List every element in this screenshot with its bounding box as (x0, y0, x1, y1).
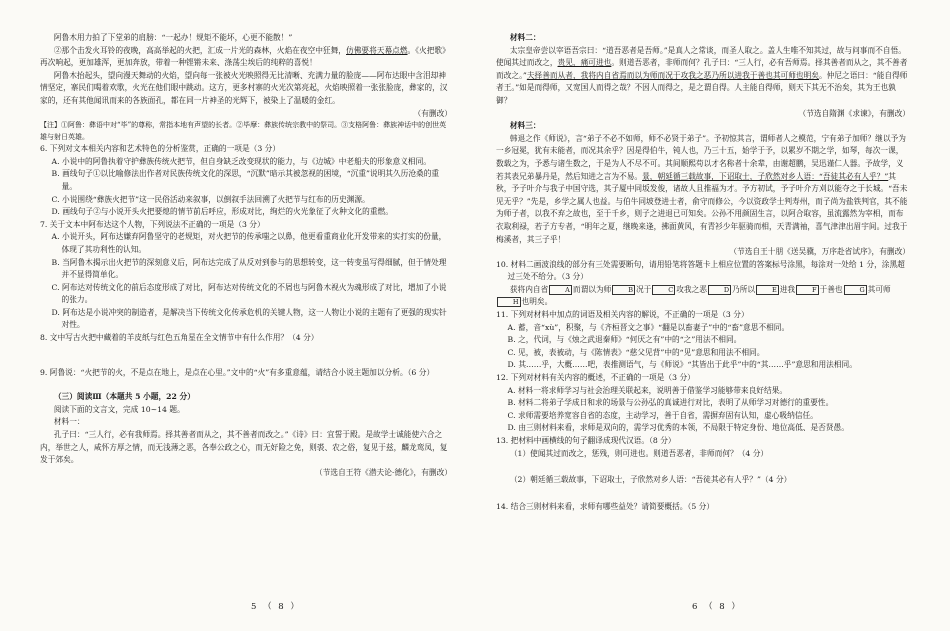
left-page-column (40, 32, 452, 479)
q7-option-a: A. 小说开头，阿布达嫌弃阿鲁坚守的老规矩，对火把节的传承嗤之以鼻，他更看重商业化开发带来的实打实的份量，体现了其功利性的认知。 (51, 232, 447, 254)
section-3-intro: 阅读下面的文言文，完成 10~14 题。 (53, 404, 185, 414)
question-13-2: （2）朝廷循三载故事，下诏取士，子欣然对乡人语：“吾徒其必有人乎？”（4 分） (509, 475, 792, 485)
question-11: 11. 下列对材料中加点的词语及相关内容的解说，不正确的一项是（3 分） (496, 310, 749, 320)
q12-option-b: B. 材料二将弟子学成日和求的场景与公孙弘的真诚进行对比，表明了从师学习对德行的重要性。 (507, 398, 834, 408)
material-2-text-b: 。则道吾恶者，非师而何？孔子曰：“三人行，必有吾师焉。择其善者而从之，其不善者而改之。” (496, 58, 908, 80)
story-note: （有删改） (413, 108, 452, 118)
q11-option-d: D. 其……乎，大概……吧，表推测语气，与《师说》“其皆出于此乎”中的“其……乎”意思和用法相同。 (507, 360, 857, 370)
material-2-text-c: 。仲尼之语曰：“能自得师者王。”如是而得师，又宽国人而得之哉？不因人而得之，是之谓自得。人主能自得师，则天下其无不治矣，其为王也孰御？ (496, 70, 908, 105)
material-1-source: （节选自王符《潜夫论·德化》，有删改） (315, 467, 452, 477)
question-6: 6. 下列对文本相关内容和艺术特色的分析鉴赏，正确的一项是（3 分） (40, 144, 281, 154)
q7-option-c: C. 阿布达对传统文化的前后态度形成了对比，阿布达对传统文化的不屑也与阿鲁木视火为魂形成了对比，增加了小说的张力。 (51, 282, 447, 305)
q10-box-g[interactable]: G (844, 285, 867, 295)
material-3-underlined: 景，朝延循三载故事，下诏取士，子欣然对乡人语：“吾徒其必有人乎？” (642, 171, 889, 181)
q10-part: 攻我之恶 (676, 284, 707, 294)
q10-part: 乃所以 (732, 284, 756, 294)
q12-option-d: D. 由三则材料来看，求师是双向的，需学习优秀的本领，不局限于特定身份、地位高低、是否贤愚。 (507, 423, 849, 433)
material-2-text (496, 45, 910, 108)
story-paragraph-2-text: ②那个击发火耳铃的夜晚，高高举起的火把，汇成一片光的森林，火焰在夜空中狂舞， (53, 45, 346, 55)
question-14: 14. 结合三则材料来看，求师有哪些益处？请简要概括。（5 分） (496, 501, 715, 511)
q10-box-c[interactable]: C (652, 285, 675, 295)
q10-box-d[interactable]: D (708, 285, 731, 295)
material-2-title: 材料二： (509, 33, 541, 42)
q11-option-a: A. 蓄，音“xù”，积聚，与《齐桓晋文之事》“翻是以畜妻子”中的“畜”意思不相同。 (507, 322, 790, 332)
question-8: 8. 文中写古火把中藏着的羊皮纸与红色五角星在全文情节中有什么作用？（4 分） (40, 333, 319, 343)
material-1-text: 孔子曰：“三人行，必有我师焉。择其善者而从之，其不善者而改之。”《诗》曰：宜誓于殿。是故学士诚能使六合之内，举世之人，咸怀方厚之情，而无浅薄之恶，各奉公政之心，而无好险之免，则裘、农之俗，复见于兹，麟龙鸾凤，复发于郊矣。 (40, 430, 448, 465)
footnote: 【注】①阿鲁：彝语中对“毕”的尊称，常指本地有声望的长者。②毕摩：彝族传统宗教中的祭司。③支格阿鲁：彝族神话中的创世英雄与射日英雄。 (40, 121, 447, 141)
material-2-source: （节选自隋渊《求谏》，有删改） (798, 108, 910, 118)
q6-option-d: D. 画线句子②与小说开头火把要熄的情节前后呼应，形成对比，绚烂的火光象征了火种文化的重燃。 (51, 207, 393, 217)
right-page-column (496, 32, 910, 513)
q10-box-e[interactable]: E (756, 285, 779, 295)
q10-part: 其可师 (867, 284, 891, 294)
answer-space-13-1 (496, 460, 910, 474)
story-paragraph-3: 阿鲁木抬起头，望向漫天舞动的火焰，望向每一张被火光映照得无比清晰、充满力量的脸庞——阿布达眼中含泪却神情坚定，寨民们喝着欢歌，火光在他们眼中跳动。这方，更多村寨的火光次第亮起，火焰映照着一张张脸庞，彝家的，汉家的，还有其他闻讯而来的各族面孔，都在同一片神圣的光辉下，被染上了温暖的金红。 (40, 70, 448, 105)
q11-option-c: C. 见，被，表被动，与《陈情表》“慈父见背”中的“见”意思和用法不相同。 (507, 347, 765, 357)
material-3-title: 材料三： (509, 121, 541, 131)
material-3-text-d: 先是，乡学之属人也益。与伯牛同坡登进士者，俞守而修公，今以资政学士判寿州，而子尚为盐铁判官，其不能为师子者，以我不弃之故也，至于千乡，则子之进退已可知矣。公孙不用颜固生言，以阿合取容，虽流露然为宰相，而布衣取利禄，若子方专者，“明年之夏，继晚来逢，拂面黄风，有青衫少年驱骑而相，天青满袖，喜气津津出眉宇间。过我于梅溪者，其三子乎！ (496, 196, 908, 244)
material-3-source: （节选自王十朋《送吴骥，万序赴省试序》，有删改） (729, 247, 910, 257)
q10-box-b[interactable]: B (612, 285, 635, 295)
story-paragraph-1: 阿鲁木用力拍了下堂弟的肩膀：“一起办！规矩不能坏，心更不能散！” (53, 33, 293, 42)
story-paragraph-2-tail: 。《火把歌》再次响起，更加雄浑，更加奔放，带着一种铿锵未来、涤荡尘埃后的纯粹的喜悦！ (40, 45, 450, 68)
q10-box-f[interactable]: F (796, 285, 818, 295)
q11-option-b: B. 之，代词，与《烛之武退秦师》“何厌之有”中的“之”用法不相同。 (507, 335, 742, 345)
q10-box-a[interactable]: A (549, 285, 572, 295)
section-3-title: （三）阅读Ⅲ（本题共 5 小题，22 分） (53, 392, 195, 402)
question-10: 10. 材料二画波浪线的部分有三处需要断句，请用铅笔将答题卡上相应位置的答案标号涂黑，每涂对一处给 1 分，涂黑超过三处不给分。（3 分） (496, 259, 905, 282)
q10-part: 况于 (635, 284, 652, 294)
q6-option-a: A. 小说中的阿鲁执着守护彝族传统火把节，但自身缺乏改变现状的能力，与《边城》中老船夫的形象意义相同。 (51, 156, 431, 166)
q7-option-d: D. 阿布达是小说冲突的制造者，是解决当下传统文化传承危机的关键人物，这一人物让小说的主题有了更强的现实针对性。 (51, 307, 447, 330)
material-2-text-a: 太宗皇帝尝以宰语吾宗曰：“道吾恶者是吾师。”是真人之常谈，而圣人取之。盖人生唯不知其过，故与问事而不自悟。使闻其过而改之， (496, 45, 906, 68)
page-number-left: 5 （ 8 ） (251, 602, 301, 612)
question-12: 12. 下列对材料有关内容的概述，不正确的一项是（3 分） (496, 373, 695, 383)
question-9: 9. 阿鲁说：“火把节的火，不是点在地上，是点在心里。”文中的“火”有多重意蕴，请结合小说主题加以分析。（6 分） (40, 367, 435, 377)
q12-option-a: A. 材料一将求师学习与社会治理关联起来，说明善于借鉴学习能够带来良好结果。 (507, 385, 788, 395)
q10-part: 而谓以为师 (572, 284, 612, 294)
answer-space-9 (40, 379, 452, 389)
q10-part: 于善也 (819, 284, 843, 294)
material-3-text (496, 133, 910, 246)
q10-part: 获将内自省 (509, 284, 549, 294)
material-3-text-b: 其秋，予子叶介与我子中国守选，其子厦中同坂发俊，诸故人且推福为才。 (496, 171, 896, 194)
q10-box-h[interactable]: H (497, 297, 521, 307)
answer-space-13-2 (496, 487, 910, 501)
material-2-wavy-line: 夫择善而从者，我将内自省焉而以为师而况于攻我之恶乃所以进我于善也其可师也明矣 (526, 70, 819, 80)
q6-option-b: B. 画线句子①以比喻修法出作者对民族传统文化的深思，“沉默”暗示其被忽视的困境，“沉重”说明其久历沧桑的重量。 (51, 169, 440, 191)
question-13-1: （1）使闻其过而改之，惩残，则可进也。则道吾恶者，非师而何？（4 分） (509, 448, 769, 458)
material-2-underlined: 贵见，痛可进也 (557, 58, 612, 68)
story-paragraph-2 (40, 45, 452, 70)
answer-space-8 (40, 345, 452, 367)
q12-option-c: C. 求师需要培养宽容自省的态度，主动学习，善于自省，需摒弃固有认知，虚心吸纳信任。 (507, 410, 818, 420)
page-number-right: 6 （ 8 ） (692, 602, 742, 612)
question-13: 13. 把材料中画横线的句子翻译成现代汉语。（8 分） (496, 436, 676, 445)
material-1-title: 材料一： (53, 417, 85, 427)
q10-sentence (496, 284, 910, 309)
q7-option-b: B. 当阿鲁木揭示出火把节的深刻意义后，阿布达完成了从反对到参与的思想转变，这一转变虽写得细腻，但于情处理并不显得简单化。 (51, 257, 447, 280)
q6-option-c: C. 小说围绕“彝族火把节”这一民俗活动来叙事，以倒叙手法回溯了火把节与红布的历史渊源。 (51, 194, 370, 204)
question-7: 7. 关于文本中阿布达这个人物，下列说法不正确的一项是（3 分） (40, 219, 265, 229)
q10-part: 也明矣。 (521, 297, 553, 307)
material-3-text-a: 韩退之作《师说》，言“弟子不必不如师，师不必贤于弟子”。予初惊其言，谓师者人之模范，宁有弟子加师？继以予为一乡冠冕，犹有未能者，而况其余乎？因是得伯牛，钝人也，乃三十五，始学于予，以累岁不期之学，如琴，每次一课，数载之为，予悉与诸生数之，于是为人不尽不可。其间顺熙苟以才名称者十余辈，由谢超鹏，吴迅谨仁人器。予故学，义若其表兄弟暴丹是，然后知进之言为不易。 (496, 133, 906, 181)
underlined-sentence-2: 仿佛要将天幕点燃 (346, 45, 408, 55)
material-3-text-c: 予方初试，予子叶介方刈以能夺之于长城。“吾未见无乎？” (496, 184, 908, 206)
q10-part: 进我 (779, 284, 796, 294)
